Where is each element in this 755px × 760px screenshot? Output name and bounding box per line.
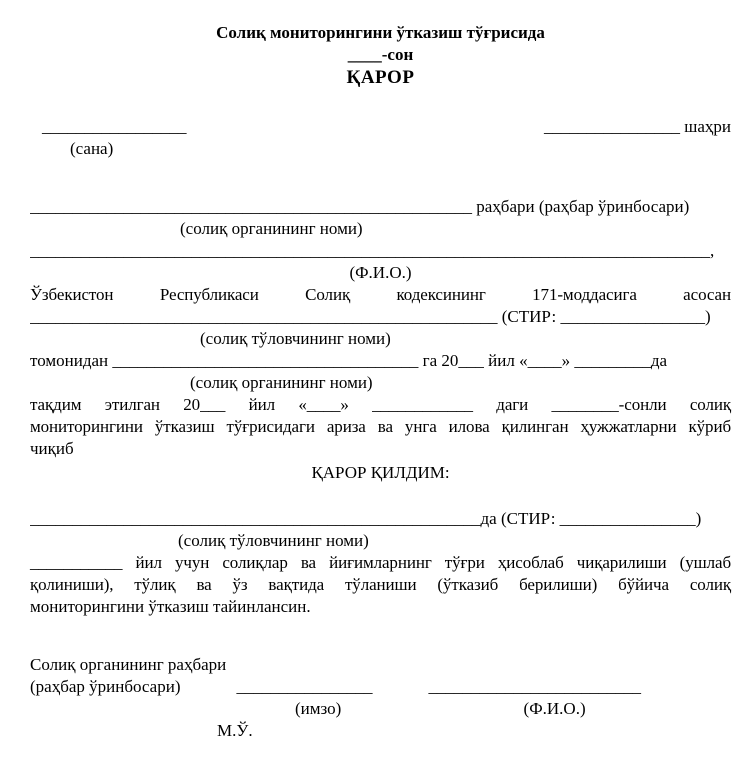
signer-role-line1: Солиқ органининг раҳбари	[30, 655, 227, 674]
doc-number-line: ____-сон	[347, 45, 414, 64]
date-city-row	[30, 116, 731, 138]
legal-basis-line: Ўзбекистон Республикаси Солиқ кодексининг 171-моддасига асосан	[30, 285, 731, 304]
signature-caption: (имзо)	[295, 699, 342, 718]
decision-paragraph-line: мониторингини ўтказиш тайинлансин.	[30, 597, 311, 616]
signature-blank-field: ________________	[236, 677, 373, 696]
signer-role-line2: (раҳбар ўринбосари)	[30, 677, 181, 696]
submitted-org-caption: (солиқ органининг номи)	[190, 373, 373, 392]
decision-paragraph-line: ___________ йил учун солиқлар ва йиғимларнинг тўғри ҳисоблаб чиқарилиши (ушлаб	[30, 553, 731, 572]
signer-fio-blank-field: _________________________	[428, 677, 641, 696]
city-blank-field: ________________ шаҳри	[544, 117, 731, 136]
date-blank-field: _________________	[42, 117, 187, 136]
signature-captions-row	[30, 698, 731, 720]
fio-blank-line: ________________________________________________________________________________,	[30, 241, 715, 260]
head-org-caption: (солиқ органининг номи)	[180, 219, 363, 238]
decision-paragraph	[30, 552, 731, 618]
doc-subject-title: Солиқ мониторингини ўтказиш тўғрисида	[216, 23, 545, 42]
decision-taxpayer-line: _____________________________________________________да (СТИР: ________________)	[30, 509, 702, 528]
decision-heading: ҚАРОР ҚИЛДИМ:	[311, 463, 450, 482]
head-org-line: ____________________________________________________ раҳбари (раҳбар ўринбосари)	[30, 197, 690, 216]
fio-caption: (Ф.И.О.)	[349, 263, 412, 282]
signer-fio-caption: (Ф.И.О.)	[523, 699, 586, 718]
date-caption: (сана)	[70, 139, 114, 158]
submitted-paragraph-line: тақдим этилган 20___ йил «____» ____________ даги ________-сонли солиқ	[30, 395, 731, 414]
taxpayer-caption: (солиқ тўловчининг номи)	[200, 329, 391, 348]
submitted-paragraph-line: мониторингини ўтказиш тўғрисидаги ариза ва унга илова қилинган ҳужжатларни кўриб	[30, 417, 731, 436]
submitted-paragraph	[30, 394, 731, 460]
submitted-paragraph-line: чиқиб	[30, 439, 74, 458]
stamp-mark: М.Ў.	[217, 721, 253, 740]
submitted-by-line: томонидан ____________________________________ га 20___ йил «____» _________да	[30, 351, 668, 370]
signature-row	[30, 676, 731, 698]
decision-taxpayer-caption: (солиқ тўловчининг номи)	[178, 531, 369, 550]
taxpayer-stir-line: _______________________________________________________ (СТИР: _________________)	[30, 307, 711, 326]
decision-paragraph-line: қолиниши), тўлиқ ва ўз вақтида тўланиши (ўтказиб берилиши) бўйича солиқ	[30, 575, 731, 594]
doc-type-title: ҚАРОР	[346, 67, 415, 88]
